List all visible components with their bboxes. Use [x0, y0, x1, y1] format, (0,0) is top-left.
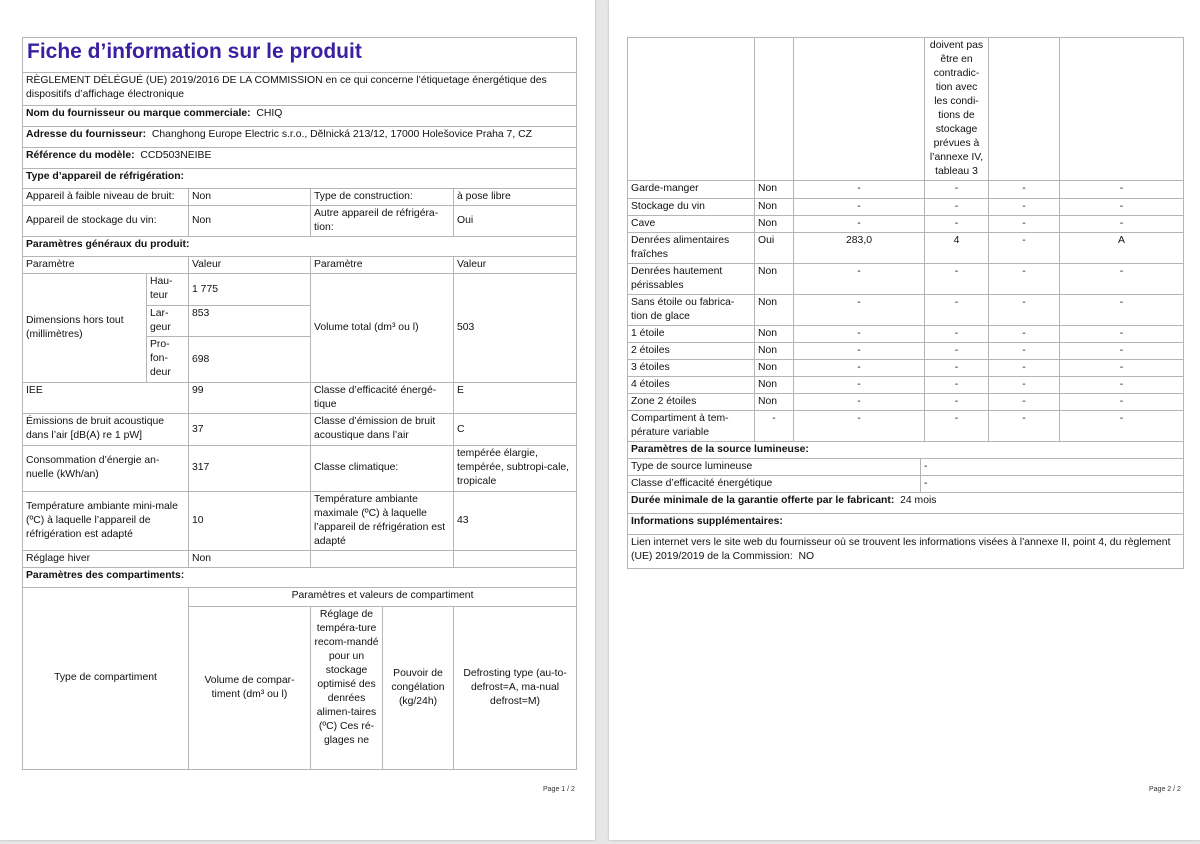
wine-label: Appareil de stockage du vin:: [23, 206, 189, 237]
energy-class-label: Classe d’efficacité énergé-tique: [311, 383, 454, 414]
compartment-row: [628, 411, 1184, 442]
compartment-temp: -: [925, 394, 989, 411]
compartment-defrost: -: [1060, 325, 1184, 342]
compartment-defrost: -: [1060, 394, 1184, 411]
compartment-defrost: -: [1060, 411, 1184, 442]
noise-label: Émissions de bruit acoustique dans l’air [dB(A) re 1 pW]: [23, 414, 189, 446]
compartment-temp: -: [925, 411, 989, 442]
compartment-defrost: -: [1060, 198, 1184, 215]
compartment-freeze: -: [989, 294, 1060, 325]
compartment-freeze: -: [989, 198, 1060, 215]
compartment-temp-header: Réglage de tempéra-ture recom-mandé pour un stockage optimisé des denrées alimen-taires (ºC) Ces ré-glages ne: [311, 606, 383, 769]
col-parameter: Paramètre: [23, 257, 189, 274]
compartment-temp: -: [925, 294, 989, 325]
compartment-temp: -: [925, 198, 989, 215]
page-title: Fiche d’information sur le produit: [27, 40, 362, 63]
compartment-present: Non: [755, 377, 794, 394]
footer-info-table: [627, 441, 1184, 569]
supplier-label: Nom du fournisseur ou marque commerciale:: [26, 108, 251, 119]
winter-setting-label: Réglage hiver: [23, 550, 189, 567]
compartment-freeze-header: Pouvoir de congélation (kg/24h): [383, 606, 454, 769]
compartment-name: 4 étoiles: [628, 377, 755, 394]
compartment-freeze: -: [989, 263, 1060, 294]
compartment-values-header: Paramètres et valeurs de compartiment: [189, 587, 577, 606]
compartment-temp: -: [925, 377, 989, 394]
compartment-row: [628, 394, 1184, 411]
address-label: Adresse du fournisseur:: [26, 129, 147, 140]
dimensions-label: Dimensions hors tout (millimètres): [23, 274, 147, 383]
compartment-present: Oui: [755, 232, 794, 263]
compartment-freeze: -: [989, 181, 1060, 198]
col-value: Valeur: [189, 257, 311, 274]
noise-value: 37: [189, 414, 311, 446]
appliance-type-header: Type d’appareil de réfrigération:: [23, 169, 577, 189]
general-params-header: Paramètres généraux du produit:: [23, 237, 577, 257]
document-page-1: [0, 0, 595, 840]
compartment-volume: -: [794, 377, 925, 394]
construction-label: Type de construction:: [311, 189, 454, 206]
light-type-label: Type de source lumineuse: [628, 459, 921, 476]
warranty-label: Durée minimale de la garantie offerte par le fabricant:: [631, 495, 895, 507]
height-label: Hau-teur: [147, 274, 189, 306]
total-volume-value: 503: [454, 274, 577, 383]
compartment-temp: 4: [925, 232, 989, 263]
warranty-value: 24 mois: [900, 495, 937, 507]
climate-class-label: Classe climatique:: [311, 446, 454, 491]
compartment-defrost: -: [1060, 377, 1184, 394]
compartment-present: Non: [755, 294, 794, 325]
compartment-temp: -: [925, 181, 989, 198]
compartment-defrost-header: Defrosting type (au-to-defrost=A, ma-nual defrost=M): [454, 606, 577, 769]
compartment-row: [628, 263, 1184, 294]
max-temp-value: 43: [454, 491, 577, 550]
compartment-temp: -: [925, 342, 989, 359]
depth-label: Pro-fon-deur: [147, 337, 189, 383]
compartment-name: Denrées hautement périssables: [628, 263, 755, 294]
light-type-value: -: [921, 459, 1184, 476]
compartment-defrost: -: [1060, 181, 1184, 198]
product-info-table: [22, 37, 577, 770]
compartment-row: [628, 232, 1184, 263]
light-class-value: -: [921, 476, 1184, 493]
compartment-temp: -: [925, 359, 989, 376]
document-page-2: [609, 0, 1200, 840]
compartment-defrost: -: [1060, 215, 1184, 232]
compartment-name: Garde-manger: [628, 181, 755, 198]
compartment-defrost: -: [1060, 294, 1184, 325]
model-value: CCD503NEIBE: [140, 150, 212, 161]
height-value: 1 775: [189, 274, 311, 306]
compartment-name: Zone 2 étoiles: [628, 394, 755, 411]
model-label: Référence du modèle:: [26, 150, 135, 161]
compartment-present: Non: [755, 198, 794, 215]
compartment-name: Denrées alimentaires fraîches: [628, 232, 755, 263]
additional-info-value: NO: [798, 551, 815, 563]
compartment-name: Stockage du vin: [628, 198, 755, 215]
compartment-present: Non: [755, 263, 794, 294]
compartment-name: 1 étoile: [628, 325, 755, 342]
compartment-freeze: -: [989, 359, 1060, 376]
compartment-present: Non: [755, 181, 794, 198]
light-source-header: Paramètres de la source lumineuse:: [628, 442, 1184, 459]
col-value-2: Valeur: [454, 257, 577, 274]
compartment-freeze: -: [989, 411, 1060, 442]
compartment-defrost: -: [1060, 342, 1184, 359]
compartment-row: [628, 377, 1184, 394]
max-temp-label: Température ambiante maximale (ºC) à laquelle l’appareil de réfrigération est adapté: [311, 491, 454, 550]
compartment-name: Compartiment à tem-pérature variable: [628, 411, 755, 442]
other-appliance-value: Oui: [454, 206, 577, 237]
noise-class-label: Classe d’émission de bruit acoustique dans l’air: [311, 414, 454, 446]
continued-temp-note: doivent pas être en contradic-tion avec les condi-tions de stockage prévues à l’annexe IV, tableau 3: [925, 38, 989, 181]
compartment-volume: -: [794, 359, 925, 376]
compartment-volume: -: [794, 215, 925, 232]
compartment-present: -: [755, 411, 794, 442]
min-temp-label: Température ambiante mini-male (ºC) à laquelle l’appareil de réfrigération est adapté: [23, 491, 189, 550]
continued-row: [628, 38, 1184, 181]
compartment-volume: -: [794, 342, 925, 359]
compartment-row: [628, 181, 1184, 198]
compartment-volume: -: [794, 294, 925, 325]
iee-label: IEE: [23, 383, 189, 414]
compartment-defrost: -: [1060, 263, 1184, 294]
compartment-present: Non: [755, 394, 794, 411]
iee-value: 99: [189, 383, 311, 414]
min-temp-value: 10: [189, 491, 311, 550]
low-noise-label: Appareil à faible niveau de bruit:: [23, 189, 189, 206]
compartment-freeze: -: [989, 215, 1060, 232]
compartment-temp: -: [925, 263, 989, 294]
page-number: Page 2 / 2: [1149, 786, 1181, 793]
compartment-name: Cave: [628, 215, 755, 232]
wine-value: Non: [189, 206, 311, 237]
compartment-freeze: -: [989, 232, 1060, 263]
additional-info-text: Lien internet vers le site web du fournisseur où se trouvent les informations visées à l’annexe II, point 4, du règlement (UE) 2019/2019 de la Commission:: [631, 537, 1171, 563]
total-volume-label: Volume total (dm³ ou l): [311, 274, 454, 383]
energy-class-value: E: [454, 383, 577, 414]
compartment-freeze: -: [989, 394, 1060, 411]
compartment-row: [628, 359, 1184, 376]
compartment-temp: -: [925, 325, 989, 342]
address-value: Changhong Europe Electric s.r.o., Dělnická 213/12, 17000 Holešovice Praha 7, CZ: [151, 129, 532, 140]
col-parameter-2: Paramètre: [311, 257, 454, 274]
compartment-defrost: -: [1060, 359, 1184, 376]
compartments-header: Paramètres des compartiments:: [23, 567, 577, 587]
compartment-row: [628, 198, 1184, 215]
compartment-volume: -: [794, 411, 925, 442]
light-class-label: Classe d’efficacité énergétique: [628, 476, 921, 493]
compartment-temp: -: [925, 215, 989, 232]
regulation-text: RÈGLEMENT DÉLÉGUÉ (UE) 2019/2016 DE LA COMMISSION en ce qui concerne l’étiquetage énergétique des dispositifs d’affichage électronique: [23, 73, 577, 106]
construction-value: à pose libre: [454, 189, 577, 206]
compartment-freeze: -: [989, 377, 1060, 394]
compartment-freeze: -: [989, 342, 1060, 359]
depth-value: 698: [189, 337, 311, 383]
compartment-type-header: Type de compartiment: [23, 587, 189, 769]
compartment-freeze: -: [989, 325, 1060, 342]
compartment-defrost: A: [1060, 232, 1184, 263]
compartment-volume: -: [794, 181, 925, 198]
winter-setting-value: Non: [189, 550, 311, 567]
compartment-name: 2 étoiles: [628, 342, 755, 359]
climate-class-value: tempérée élargie, tempérée, subtropi-cale, tropicale: [454, 446, 577, 491]
low-noise-value: Non: [189, 189, 311, 206]
compartment-row: [628, 342, 1184, 359]
compartment-volume: -: [794, 263, 925, 294]
consumption-value: 317: [189, 446, 311, 491]
compartment-volume: -: [794, 198, 925, 215]
compartment-volume: 283,0: [794, 232, 925, 263]
compartment-present: Non: [755, 342, 794, 359]
width-label: Lar-geur: [147, 306, 189, 337]
compartment-volume: -: [794, 394, 925, 411]
compartment-volume: -: [794, 325, 925, 342]
compartment-row: [628, 294, 1184, 325]
supplier-value: CHIQ: [256, 108, 283, 119]
compartment-row: [628, 325, 1184, 342]
additional-info-header: Informations supplémentaires:: [628, 514, 1184, 535]
other-appliance-label: Autre appareil de réfrigéra-tion:: [311, 206, 454, 237]
compartment-present: Non: [755, 325, 794, 342]
compartment-present: Non: [755, 215, 794, 232]
compartment-name: Sans étoile ou fabrica-tion de glace: [628, 294, 755, 325]
consumption-label: Consommation d’énergie an-nuelle (kWh/an): [23, 446, 189, 491]
page-number: Page 1 / 2: [543, 786, 575, 793]
compartment-row: [628, 215, 1184, 232]
compartment-name: 3 étoiles: [628, 359, 755, 376]
noise-class-value: C: [454, 414, 577, 446]
compartment-volume-header: Volume de compar-timent (dm³ ou l): [189, 606, 311, 769]
width-value: 853: [189, 306, 311, 337]
compartments-table: [627, 37, 1184, 442]
compartment-present: Non: [755, 359, 794, 376]
